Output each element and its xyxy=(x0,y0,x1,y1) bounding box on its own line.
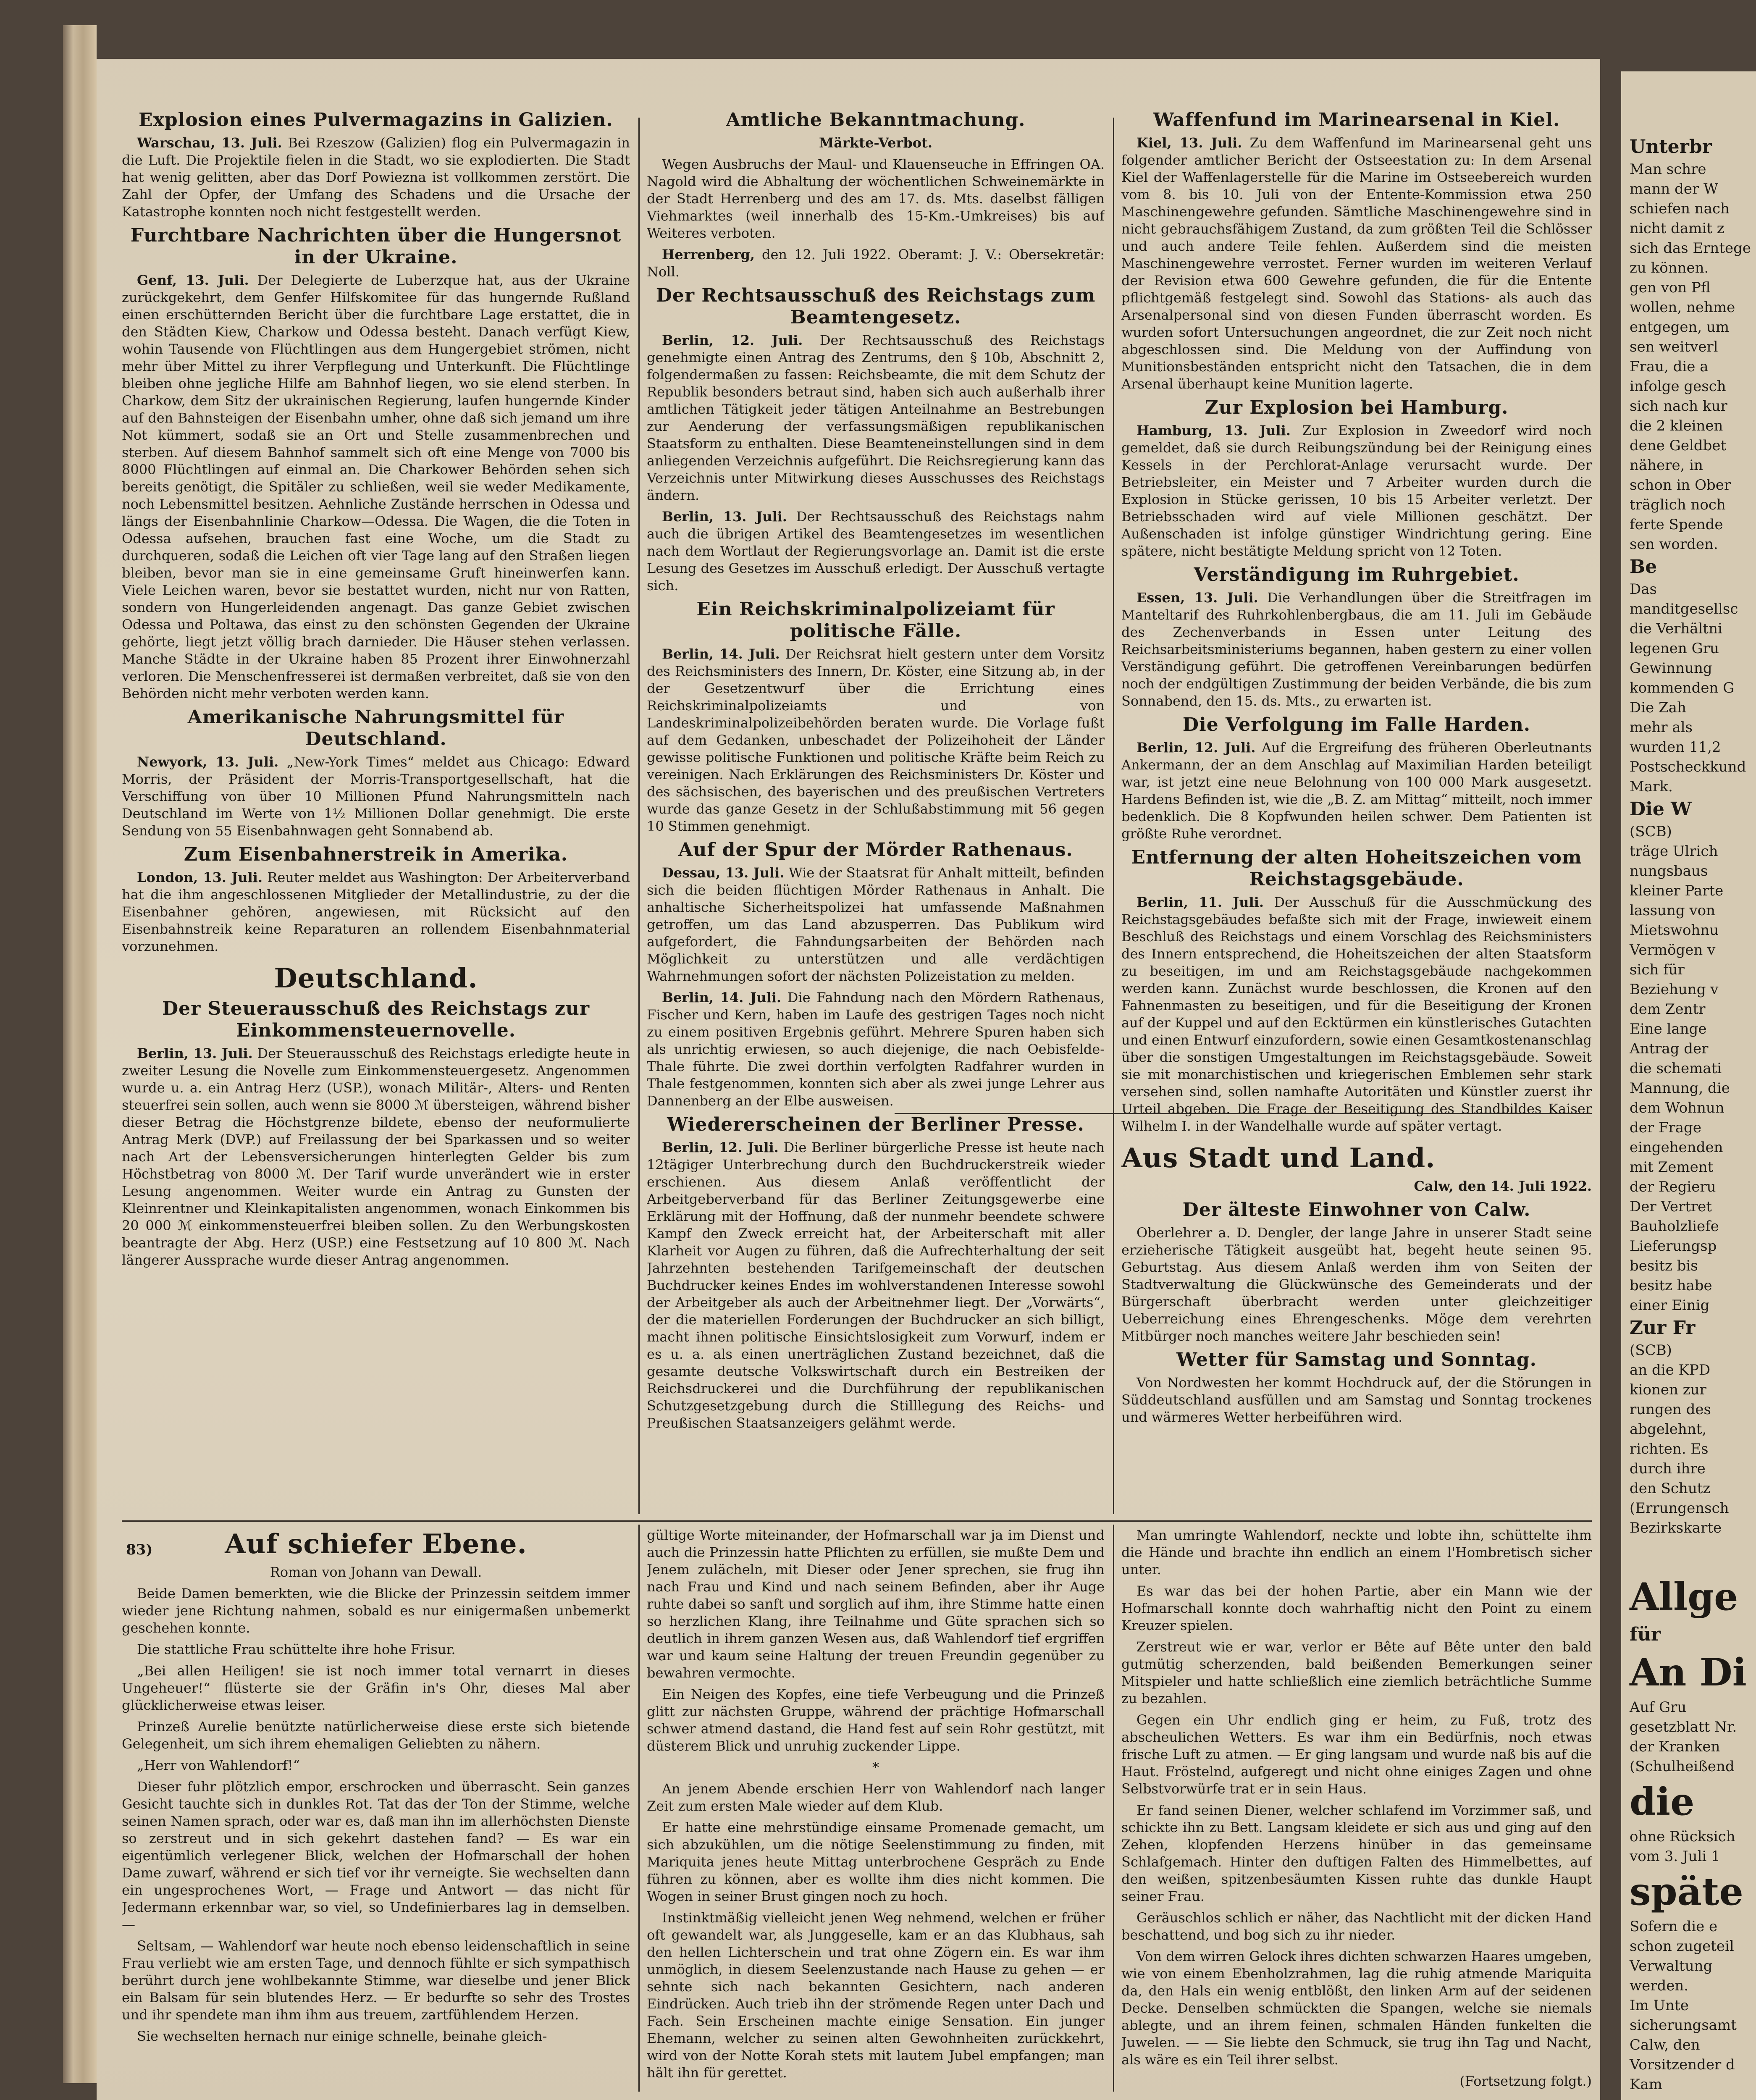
next-page-line: manditgesellsc xyxy=(1630,601,1738,617)
article-body: Berlin, 14. Juli. Der Reichsrat hielt gestern unter dem Vorsitz des Reichsministers des Innern, Dr. Köster, eine Sitzung ab, in der der Gesetzentwurf über die Errichtung eines Reichskriminalpolizeiamts und von Landeskriminalpolizeibehörden beraten wurde. Die Vorlage fußt auf dem Gedanken, unbeschadet der Polizeihoheit der Länder gewisse politische Funktionen und politische Kräfte beim Reich zu vereinigen. Nach Erklärungen des Reichsministers Dr. Köster und des sächsischen, des bayerischen und des preußischen Vertreters wurde das ganze Gesetz in der Schlußabstimmung mit 56 gegen 10 Stimmen genehmigt. xyxy=(647,646,1105,834)
next-page-line: Mark. xyxy=(1630,778,1673,795)
article-body: Warschau, 13. Juli. Bei Rzeszow (Galizien) flog ein Pulvermagazin in die Luft. Die Projektile fielen in die Stadt, wo sie explodierten. Die Stadt hat wenig gelitten, aber das Dorf Powiezna ist vollkommen zerstört. Die Zahl der Opfer, der Umfang des Schadens und die Ursache der Katastrophe konnten noch nicht festgestellt werden. xyxy=(122,135,630,220)
next-page-line: Verwaltung xyxy=(1630,1958,1713,1974)
article-headline: Amerikanische Nahrungsmittel für Deutschland. xyxy=(187,706,564,750)
article-body: Berlin, 12. Juli. Auf die Ergreifung des früheren Oberleutnants Ankermann, der an dem Anschlag auf Maximilian Harden beteiligt war, ist jetzt eine neue Belohnung von 100 000 Mark ausgesetzt. Hardens Befinden ist, wie die „B. Z. am Mittag“ mitteilt, noch immer bedenklich. Die 8 Kopfwunden heilen schwer. Dem Patienten ist größte Ruhe verordnet. xyxy=(1121,740,1592,842)
column-rule-1 xyxy=(638,118,640,1514)
next-page-line: (SCB) xyxy=(1630,823,1672,840)
article-body: Oberlehrer a. D. Dengler, der lange Jahre in unserer Stadt seine erzieherische Tätigkeit ausgeübt hat, begeht heute seinen 95. Geburtstag. Aus diesem Anlaß werden ihm von Seiten der Stadtverwaltung die Glückwünsche des Gemeinderats und der Bürgerschaft überbracht werden unter gleichzeitiger Ueberreichung eines Ehrengeschenks. Möge dem verehrten Mitbürger noch manches weitere Jahr beschieden sein! xyxy=(1121,1225,1592,1344)
article-reichskriminalpolizeiamt xyxy=(647,598,1105,835)
article-hoheitszeichen xyxy=(1121,847,1592,1135)
next-page-line: mehr als xyxy=(1630,719,1693,736)
section-headline: Aus Stadt und Land. xyxy=(1121,1142,1436,1174)
section-headline: Deutschland. xyxy=(274,963,478,994)
serial-number: 83) xyxy=(126,1541,153,1558)
next-page-line: Vorsitzender d xyxy=(1630,2056,1735,2073)
section-asterisk: * xyxy=(872,1759,879,1775)
next-page-line: der Frage xyxy=(1630,1119,1701,1136)
article-amerikanische-nahrungsmittel xyxy=(122,706,630,840)
next-page-line: die Verhältni xyxy=(1630,620,1722,637)
next-page-line: ferte Spende xyxy=(1630,516,1723,533)
serial-paragraph: Seltsam, — Wahlendorf war heute noch ebenso leidenschaftlich in seine Frau verliebt wie am ersten Tage, und dennoch fühlte er sich sympathisch berührt durch jene wohlbekannte Stimme, war dieselbe und jener Blick ein Balsam für sein blutendes Herz. — Er bedurfte so sehr des Trostes und ihr spendete man ihm ihm aus treuem, zartfühlendem Herzen. xyxy=(122,1938,630,2023)
next-page-line: der Kranken xyxy=(1630,1738,1720,1755)
next-page-line: Kam xyxy=(1630,2076,1662,2093)
article-headline: Zum Eisenbahnerstreik in Amerika. xyxy=(184,844,568,865)
page-stack-edge xyxy=(63,25,97,2083)
next-page-line: eingehenden xyxy=(1630,1139,1723,1156)
next-page-line: ohne Rücksich xyxy=(1630,1828,1735,1845)
next-page-line: richten. Es xyxy=(1630,1441,1709,1457)
serial-paragraph: An jenem Abende erschien Herr von Wahlendorf nach langer Zeit zum ersten Male wieder auf dem Klub. xyxy=(647,1781,1105,1814)
next-page-line: Bauholzliefe xyxy=(1630,1218,1719,1235)
next-page-line: für xyxy=(1630,1624,1661,1645)
article-body: Genf, 13. Juli. Der Delegierte de Luberzque hat, aus der Ukraine zurückgekehrt, dem Genfer Hilfskomitee für das hungernde Rußland einen erschütternden Bericht über die furchtbare Lage erstattet, die in den Städten Kiew, Charkow und Odessa besteht. Danach verfügt Kiew, wohin Tausende von Flüchtlingen aus dem Hungergebiet strömen, nicht mehr über Mittel zu ihrer Verpflegung und Unterkunft. Die Flüchtlinge bleiben ohne jegliche Hilfe am Bahnhof liegen, wo sie elend sterben. In Charkow, dem Sitz der ukrainischen Regierung, laufen hungernde Kinder auf den Bahnsteigen der Eisenbahn umher, ohne daß sich jemand um ihre Not kümmert, sodaß sie an Ort und Stelle zusammenbrechen und sterben. Auf diesem Bahnhof sammelt sich oft eine Menge von 7000 bis 8000 Flüchtlingen auf einmal an. Die Charkower Behörden sehen sich bereits genötigt, die Spitäler zu schließen, weil sie weder Medikamente, noch Lebensmittel besitzen. Aehnliche Zustände herrschen in Odessa und längs der Eisenbahnlinie Charkow—Odessa. Die Wagen, die die Toten in Odessa aufsehen, brauchen fast eine Woche, um die Stadt zu durchqueren, sodaß die Leichen oft vier Tage lang auf den Straßen liegen bleiben, bevor man sie in eine gemeinsame Gruft hineinwerfen kann. Viele Leichen waren, bevor sie bestattet wurden, nicht nur von Ratten, sondern von Hungerleidenden angenagt. Das ganze Gebiet zwischen Odessa und Poltawa, das einst zu den schönsten Gegenden der Ukraine gehörte, liegt jetzt völlig brach darnieder. Die Häuser stehen verlassen. Manche Städte in der Ukraine haben 85 Prozent ihrer Einwohnerzahl verloren. Die Menschenfresserei ist dermaßen verbreitet, daß sie von den Behörden nicht mehr verboten werden kann. xyxy=(122,272,630,701)
next-page-line: schon in Ober xyxy=(1630,477,1731,494)
next-page-line: besitz bis xyxy=(1630,1257,1698,1274)
next-page-line: besitz habe xyxy=(1630,1277,1712,1294)
next-page-line: Vermögen v xyxy=(1630,942,1716,958)
article-body: Berlin, 13. Juli. Der Steuerausschuß des Reichstags erledigte heute in zweiter Lesung die Novelle zum Einkommensteuergesetz. Angenommen wurde u. a. ein Antrag Herz (USP.), wonach Militär-, Alters- und Renten steuerfrei sein sollen, auch wenn sie 8000 ℳ übersteigen, während bisher dieser Betrag die Höchstgrenze bildete, ebenso der neuformulierte Antrag Merk (DVP.) auf Freilassung der bei Sparkassen und so weiter nach Art der Lebensversicherungen hinterlegten Gelder bis zum Höchstbetrag von 8000 ℳ. Der Tarif wurde unverändert wie in erster Lesung angenommen. Weiter wurde ein Antrag zu Gunsten der Kleinrentner und Kleinkapitalisten angenommen, wonach Einkommen bis 20 000 ℳ einkommensteuerfrei bleiben sollen. Zu den Werbungskosten beantragte der Abg. Herz (USP.) eine Festsetzung auf 10 800 ℳ. Nach längerer Aussprache wurde dieser Antrag angenommen. xyxy=(122,1045,630,1268)
article-berliner-presse xyxy=(647,1114,1105,1432)
serial-continuation: (Fortsetzung folgt.) xyxy=(1459,2073,1592,2089)
article-harden xyxy=(1121,714,1592,843)
newspaper-page xyxy=(97,59,1600,2100)
middle-column xyxy=(647,105,1105,1520)
serial-column-3 xyxy=(1121,1527,1592,2098)
article-body: Berlin, 13. Juli. Der Rechtsausschuß des Reichstags nahm auch die übrigen Artikel des Beamtengesetzes im wesentlichen nach dem Wortlaut der Regierungsvorlage an. Damit ist die erste Lesung des Gesetzes im Ausschuß erledigt. Der Ausschuß vertagte sich. xyxy=(647,509,1105,593)
serial-paragraph: „Bei allen Heiligen! sie ist noch immer total vernarrt in dieses Ungeheuer!“ flüsterte sie der Gräfin in's Ohr, dieses Mal aber glücklicherweise etwas leiser. xyxy=(122,1663,630,1713)
next-page-line: einer Einig xyxy=(1630,1297,1710,1314)
serial-paragraph: Sie wechselten hernach nur einige schnelle, beinahe gleich- xyxy=(137,2028,547,2044)
next-page-strip xyxy=(1621,71,1756,2100)
next-page-line: träge Ulrich xyxy=(1630,843,1718,860)
article-wetter xyxy=(1121,1349,1592,1426)
next-page-line: mit Zement xyxy=(1630,1159,1714,1176)
next-page-line: legenen Gru xyxy=(1630,640,1719,657)
article-headline: Zur Explosion bei Hamburg. xyxy=(1205,397,1509,418)
next-page-line: Calw, den xyxy=(1630,2037,1700,2053)
article-body: Dessau, 13. Juli. Wie der Staatsrat für Anhalt mitteilt, befinden sich die beiden flüchtigen Mörder Rathenaus in Anhalt. Die anhaltische Sicherheitspolizei hat umfassende Maßnahmen getroffen, um das Land abzusperren. Das Publikum wird aufgefordert, die Fahndungsarbeiten der Behörden nach Möglichkeit zu unterstützen und alle verdächtigen Wahrnehmungen sofort der nächsten Polizeistation zu melden. xyxy=(647,865,1105,984)
left-column xyxy=(122,105,630,1520)
next-page-line: Bezirkskarte xyxy=(1630,1520,1722,1536)
next-page-line: sicherungsamt xyxy=(1630,2017,1737,2034)
next-page-line: kionen zur xyxy=(1630,1381,1706,1398)
serial-title: Auf schiefer Ebene. xyxy=(225,1528,527,1560)
next-page-line: Antrag der xyxy=(1630,1040,1709,1057)
next-page-line: Sofern die e xyxy=(1630,1918,1718,1935)
article-headline: Explosion eines Pulvermagazins in Galizien. xyxy=(139,109,613,131)
next-page-line: Be xyxy=(1630,556,1657,578)
next-page-line: Auf Gru xyxy=(1630,1699,1687,1716)
next-page-line: Eine lange xyxy=(1630,1021,1707,1037)
next-page-line: der Regieru xyxy=(1630,1179,1716,1195)
next-page-line: infolge gesch xyxy=(1630,378,1726,395)
next-page-line: Der Vertret xyxy=(1630,1198,1712,1215)
next-page-line: wurden 11,2 xyxy=(1630,739,1721,756)
serial-paragraph: „Herr von Wahlendorf!“ xyxy=(137,1757,300,1773)
serial-rule-1 xyxy=(638,1525,640,2092)
article-body: Hamburg, 13. Juli. Zur Explosion in Zweedorf wird noch gemeldet, daß sie durch Reibungszündung bei der Reinigung eines Kessels in der Perchlorat-Anlage verursacht wurde. Der Betriebsleiter, ein Meister und 7 Arbeiter wurden durch die Explosion in Stücke gerissen, 10 bis 15 Arbeiter verletzt. Der Betriebsschaden wird auf viele Millionen geschätzt. Der Außenschaden ist infolge günstiger Windrichtung gering. Eine spätere, nicht bestätigte Meldung spricht von 12 Toten. xyxy=(1121,423,1592,559)
next-page-line: an die KPD xyxy=(1630,1362,1711,1378)
article-body: Berlin, 12. Juli. Der Rechtsausschuß des Reichstags genehmigte einen Antrag des Zentrums, den § 10b, Abschnitt 2, folgendermaßen zu fassen: Reichsbeamte, die mit dem Schutz der Republik besonders betraut sind, haben sich auch außerhalb ihrer amtlichen Tätigkeit jeder tätigen Anteilnahme an Bestrebungen zur Aenderung der verfassungsmäßigen republikanischen Staatsform zu enthalten. Diese Beamteneinstellungen sind in dem anliegenden Verzeichnis aufgeführt. Die Reichsregierung kann das Verzeichnis unter Mitwirkung dieses Ausschusses des Reichstags ändern. xyxy=(647,332,1105,503)
next-page-headline: An Di xyxy=(1630,1650,1747,1695)
article-body: London, 13. Juli. Reuter meldet aus Washington: Der Arbeiterverband hat die ihm angeschlossenen Mitglieder der Metallindustrie, zu der die Eisenbahner gehören, angewiesen, mit Rücksicht auf den Eisenbahnstreik keine Reparaturen an rollendem Eisenbahnmaterial vorzunehmen. xyxy=(122,869,630,954)
next-page-line: nähere, in xyxy=(1630,457,1703,474)
next-page-line: abgelehnt, xyxy=(1630,1421,1707,1438)
serial-paragraph: Gegen ein Uhr endlich ging er heim, zu Fuß, trotz des abscheulichen Wetters. Es war ihm ein Bedürfnis, noch etwas frische Luft zu atmen. — Er ging langsam und wurde naß bis auf die Haut. Fröstelnd, aufgeregt und nicht ohne einiges Zagen und ohne Selbstvorwürfe trat er in sein Haus. xyxy=(1121,1712,1592,1797)
next-page-line: den Schutz xyxy=(1630,1480,1711,1497)
article-headline: Verständigung im Ruhrgebiet. xyxy=(1194,564,1520,585)
next-page-line: mann der W xyxy=(1630,181,1719,197)
next-page-line: schiefen nach xyxy=(1630,200,1730,217)
article-subhead: Märkte-Verbot. xyxy=(819,135,933,151)
next-page-line: lassung von xyxy=(1630,902,1715,919)
serial-paragraph: Von dem wirren Gelock ihres dichten schwarzen Haares umgeben, wie von einem Ebenholzrahmen, lag die ruhig atmende Mariquita da, den Hals ein wenig entblößt, den linken Arm auf der seidenen Decke. Denselben schmückten die Spangen, welche sie niemals ablegte, und an ihrem feinen, schmalen Händen funkelten die Juwelen. — — Sie liebte den Schmuck, sie trug ihn Tag und Nacht, als wäre es ein Teil ihrer selbst. xyxy=(1121,1948,1592,2068)
serial-paragraph: Geräuschlos schlich er näher, das Nachtlicht mit der dicken Hand beschattend, und bog sich zu ihr nieder. xyxy=(1121,1910,1592,1943)
next-page-line: sen weitverl xyxy=(1630,339,1718,355)
next-page-line: rungen des xyxy=(1630,1401,1711,1418)
next-page-line: träglich noch xyxy=(1630,496,1726,513)
next-page-line: Gewinnung xyxy=(1630,660,1712,677)
article-moerder-rathenaus xyxy=(647,839,1105,1110)
next-page-line: Mietswohnu xyxy=(1630,922,1719,939)
next-page-line: nicht damit z xyxy=(1630,220,1725,237)
next-page-line: Im Unte xyxy=(1630,1997,1689,2014)
next-page-line: dem Zentr xyxy=(1630,1001,1706,1018)
next-page-line: (SCB) xyxy=(1630,1342,1672,1359)
column-rule-2 xyxy=(1113,118,1114,1514)
next-page-line: sich für xyxy=(1630,961,1685,978)
serial-paragraph: gültige Worte miteinander, der Hofmarschall war ja im Dienst und auch die Prinzessin hatte Pflichten zu erfüllen, sie mußte Dem und Jenem zulächeln, mit Dieser oder Jener sprechen, sie frug ihn nach Frau und Kind und nach seinem Befinden, aber ihr Auge ruhte dabei so sanft und sorglich auf ihm, ihre Stimme hatte einen so herzlichen Klang, ihre Teilnahme und Güte sprachen sich so deutlich in ihrem ganzen Wesen aus, daß Wahlendorf tief ergriffen war und kaum seine Haltung der treuen Freundin gegenüber zu bewahren vermochte. xyxy=(647,1527,1105,1681)
serial-paragraph: Dieser fuhr plötzlich empor, erschrocken und überrascht. Sein ganzes Gesicht tauchte sich in dunkles Rot. Tat das der Ton der Stimme, welche seinen Namen sprach, oder war es, daß man ihn im allerhöchsten Dienste so zerstreut und in sich gekehrt dastehen fand? — Es war ein eigentümlich verlegener Blick, welchen der Hofmarschall der hohen Dame zuwarf, während er sich tief vor ihr verneigte. Sie wechselten dann ein ungesprochenes Wort, — Frage und Antwort — das nicht für Jedermann erkennbar war, so viel, so Undefinierbares lag in demselben. — xyxy=(122,1779,630,1932)
article-ruhrgebiet xyxy=(1121,564,1592,710)
next-page-line: (Errungensch xyxy=(1630,1500,1729,1517)
next-page-line: wollen, nehme xyxy=(1630,299,1735,316)
article-body: Berlin, 11. Juli. Der Ausschuß für die Ausschmückung des Reichstagsgebäudes befaßte sich mit der Frage, inwieweit einem Beschluß des Reichstags und einem Vorschlag des Reichsministers des Innern entsprechend, die Hoheitszeichen der alten Staatsform zu beseitigen, im und am Reichstagsgebäude nachgekommen werden kann. Zunächst wurde beschlossen, die Kronen auf den Fahnenmasten zu beseitigen, und für die Beseitigung der Kronen auf der Kuppel und auf den Ecktürmen ein künstlerisches Gutachten und einen Entwurf einzufordern, sowie einen Gesamtkostenanschlag über die sonstigen Umgestaltungen im Reichstagsgebäude. Soweit sie mit monarchistischen und kriegerischen Emblemen sehr stark versehen sind, sollen namhafte Autoritäten und Künstler zuerst ihr Urteil abgeben. Die Frage der Beseitigung des Standbildes Kaiser Wilhelm I. in der Wandelhalle wurde auf später vertagt. xyxy=(1121,894,1592,1134)
next-page-headline: Allge xyxy=(1630,1575,1738,1619)
article-waffenfund-kiel xyxy=(1121,109,1592,393)
next-page-line: schon zugeteil xyxy=(1630,1938,1734,1955)
serial-paragraph: Er fand seinen Diener, welcher schlafend im Vorzimmer saß, und schickte ihn zu Bett. Langsam kleidete er sich aus und ging auf den Zehen, klopfenden Herzens hinüber in das gemeinsame Schlafgemach. Hinter den duftigen Falten des Himmelbettes, auf den weißen, spitzenbesäumten Kissen ruhte das dunkle Haupt seiner Frau. xyxy=(1121,1802,1592,1904)
next-page-line: Frau, die a xyxy=(1630,358,1709,375)
next-page-text xyxy=(1630,134,1756,2095)
article-headline: Wetter für Samstag und Sonntag. xyxy=(1176,1349,1537,1370)
next-page-line: Zur Fr xyxy=(1630,1317,1696,1339)
next-page-line: durch ihre xyxy=(1630,1460,1706,1477)
article-body: Berlin, 12. Juli. Die Berliner bürgerliche Presse ist heute nach 12tägiger Unterbrechung durch den Buchdruckerstreik wieder erschienen. Aus diesem Anlaß veröffentlicht der Arbeitgeberverband für das Berliner Zeitungsgewerbe eine Erklärung mit der Hoffnung, daß der nunmehr beendete schwere Kampf den Zweck erreicht hat, der Arbeiterschaft mit aller Klarheit vor Augen zu führen, daß die Aufrechterhaltung der seit Jahrzehnten bestehenden Tarifgemeinschaft der deutschen Buchdrucker keines Endes im wohlverstandenen Interesse sowohl der Arbeitgeber als auch der Arbeitnehmer liegt. Der „Vorwärts“, der die materiellen Forderungen der Buchdrucker an sich billigt, macht ihnen politische Einsichtslosigkeit zum Vorwurf, indem er es u. a. als einen unerträglichen Zustand bezeichnet, daß die gesamte deutsche Volkswirtschaft durch ein Bestreiken der Reichsdruckerei und die Durchführung der republikanischen Schutzgesetzgebung durch die Stilllegung des Reichs- und Preußischen Staatsanzeigers gelähmt werde. xyxy=(647,1139,1105,1431)
next-page-line: werden. xyxy=(1630,1977,1689,1994)
next-page-line: Die Zah xyxy=(1630,699,1686,716)
serial-paragraph: Ein Neigen des Kopfes, eine tiefe Verbeugung und die Prinzeß glitt zur nächsten Gruppe, während der prächtige Hofmarschall schwer atmend dastand, die Hand fest auf sein Rohr gestützt, mit düsterem Blick und unruhig zuckender Lippe. xyxy=(647,1686,1105,1754)
article-hungersnot-ukraine xyxy=(122,225,630,702)
article-headline: Furchtbare Nachrichten über die Hungersnot in der Ukraine. xyxy=(130,225,622,268)
next-page-line: gesetzblatt Nr. xyxy=(1630,1719,1737,1735)
serial-paragraph: Beide Damen bemerkten, wie die Blicke der Prinzessin seitdem immer wieder jene Richtung nahmen, sobald es nur einigermaßen unbemerkt geschehen konnte. xyxy=(122,1586,630,1636)
place-date: Calw, den 14. Juli 1922. xyxy=(1414,1178,1592,1194)
article-rechtsausschuss xyxy=(647,285,1105,594)
section-deutschland xyxy=(122,963,630,1269)
next-page-line: entgegen, um xyxy=(1630,319,1730,336)
article-body: Von Nordwesten her kommt Hochdruck auf, der die Störungen in Süddeutschland ausfüllen und am Samstag und Sonntag trockenes und wärmeres Wetter herbeiführen wird. xyxy=(1121,1375,1592,1425)
serial-paragraph: Instinktmäßig vielleicht jenen Weg nehmend, welchen er früher oft gewandelt war, als Junggeselle, kam er an das Klubhaus, sah den hellen Lichterschein und trat ohne Zögern ein. Es war ihm unmöglich, in diesem Seelenzustande nach Hause zu gehen — er sehnte sich nach bekannten Gesichtern, nach anderen Eindrücken. Auch trieb ihn der strömende Regen unter Dach und Fach. Sein Erscheinen machte einige Sensation. Ein junger Ehemann, welcher zu seinen alten Gewohnheiten zurückkehrt, wird von der Notte Korah stets mit lautem Jubel empfangen; man hält ihn für gerettet. xyxy=(647,1910,1105,2081)
next-page-line: sich das Erntege xyxy=(1630,240,1751,257)
next-page-line: nungsbaus xyxy=(1630,863,1708,879)
article-headline: Der Rechtsausschuß des Reichstags zum Beamtengesetz. xyxy=(656,285,1096,328)
article-headline: Die Verfolgung im Falle Harden. xyxy=(1182,714,1531,735)
article-body: Newyork, 13. Juli. „New-York Times“ meldet aus Chicago: Edward Morris, der Präsident der Morris-Transportgesellschaft, hat die Verschiffung von über 10 Millionen Pfund Nahrungsmitteln nach Deutschland im Werte von 1½ Millionen Dollar genehmigt. Die erste Sendung von 55 Eisenbahnwagen geht Sonnabend ab. xyxy=(122,754,630,839)
next-page-line: späte xyxy=(1630,1869,1743,1914)
next-page-line: gen von Pfl xyxy=(1630,279,1711,296)
serial-paragraph: Die stattliche Frau schüttelte ihre hohe Frisur. xyxy=(137,1641,456,1657)
serial-column-1 xyxy=(122,1527,630,2098)
article-headline: Der Steuerausschuß des Reichstags zur Einkommensteuernovelle. xyxy=(162,998,590,1041)
article-explosion-hamburg xyxy=(1121,397,1592,560)
next-page-line: Mannung, die xyxy=(1630,1080,1730,1097)
next-page-line: Das xyxy=(1630,581,1657,598)
article-body: Wegen Ausbruchs der Maul- und Klauenseuche in Effringen OA. Nagold wird die Abhaltung der wöchentlichen Schweinemärkte in der Stadt Herrenberg und des am 17. ds. Mts. daselbst fälligen Viehmarktes (weil innerhalb des 15-Km.-Umkreises) bis auf Weiteres verboten. xyxy=(647,156,1105,241)
next-page-line: sen worden. xyxy=(1630,536,1718,553)
article-headline: Entfernung der alten Hoheitszeichen vom Reichstagsgebäude. xyxy=(1131,847,1582,890)
next-page-line: Unterbr xyxy=(1630,136,1712,158)
article-body: Berlin, 14. Juli. Die Fahndung nach den Mördern Rathenaus, Fischer und Kern, haben im Laufe des gestrigen Tages noch nicht zu einem positiven Ergebnis geführt. Mehrere Spuren haben sich als unrichtig erwiesen, so auch diejenige, die nach Oebisfelde-Thale führte. Die zwei dorthin verfolgten Radfahrer wurden in Thale festgenommen, konnten sich aber als zwei junge Lehrer aus Dannenberg an der Elbe ausweisen. xyxy=(647,990,1105,1109)
next-page-line: Lieferungsp xyxy=(1630,1238,1717,1255)
next-page-line: kommenden G xyxy=(1630,680,1735,696)
next-page-line: die 2 kleinen xyxy=(1630,417,1723,434)
article-headline: Waffenfund im Marinearsenal in Kiel. xyxy=(1153,109,1560,131)
article-amtliche-bekanntmachung xyxy=(647,109,1105,281)
next-page-line: sich nach kur xyxy=(1630,398,1727,415)
next-page-line: die schemati xyxy=(1630,1060,1722,1077)
serial-paragraph: Zerstreut wie er war, verlor er Bête auf Bête unter den bald gutmütig scherzenden, bald beißenden Bemerkungen seiner Mitspieler und hatte schließlich eine ziemlich beträchtliche Summe zu bezahlen. xyxy=(1121,1639,1592,1706)
serial-paragraph: Er hatte eine mehrstündige einsame Promenade gemacht, um sich abzukühlen, um die nötige Seelenstimmung zu finden, mit Mariquita jenes heute Mittag unterbrochene Gespräch zu Ende führen zu können, aber es wollte ihm dies nicht kommen. Die Wogen in seiner Brust gingen noch zu hoch. xyxy=(647,1819,1105,1904)
right-column xyxy=(1121,105,1592,1520)
article-headline: Ein Reichskriminalpolizeiamt für politische Fälle. xyxy=(696,598,1055,642)
next-page-line: zu können. xyxy=(1630,260,1709,276)
next-page-line: Postscheckkund xyxy=(1630,759,1746,775)
serial-column-2 xyxy=(647,1527,1105,2098)
article-headline: Auf der Spur der Mörder Rathenaus. xyxy=(678,839,1073,861)
next-page-line: dem Wohnun xyxy=(1630,1100,1725,1116)
article-eisenbahnerstreik xyxy=(122,844,630,955)
next-page-line: vom 3. Juli 1 xyxy=(1630,1848,1720,1865)
article-headline: Der älteste Einwohner von Calw. xyxy=(1182,1199,1531,1221)
next-page-line: dene Geldbet xyxy=(1630,437,1727,454)
serial-paragraph: Prinzeß Aurelie benützte natürlicherweise diese erste sich bietende Gelegenheit, um sich ihrem ehemaligen Geliebten zu nähern. xyxy=(122,1719,630,1752)
serial-rule-2 xyxy=(1113,1525,1114,2092)
next-page-line: (Schulheißend xyxy=(1630,1758,1735,1775)
article-body: Kiel, 13. Juli. Zu dem Waffenfund im Marinearsenal geht uns folgender amtlicher Bericht der Ostseestation zu: In dem Arsenal Kiel der Waffenlagerstelle für die Marine im Ostseebereich wurden vom 8. bis 10. Juli von der Entente-Kommission etwa 250 Maschinengewehre gefunden. Sämtliche Maschinengewehre sind in nicht gebrauchsfähigem Zustand, da zum größten Teil die Schlösser und auch andere Teile fehlen. Außerdem sind die meisten Maschinengewehre verrostet. Ferner wurden im weiteren Verlauf der Revision etwa 600 Gewehre gefunden, die für die Entente pflichtgemäß festgelegt sind. Sowohl das Stations- als auch das Arsenalpersonal sind von diesen Funden überrascht worden. Es wurden sofort Untersuchungen angeordnet, die zur Zeit noch nicht abgeschlossen sind. Die Meldung von der Auffindung von Munitionsbeständen entspricht nicht den Tatsachen, die in dem Arsenal überhaupt keine Munition lagerte. xyxy=(1121,135,1592,392)
article-explosion-galizien xyxy=(122,109,630,220)
serial-paragraph: Man umringte Wahlendorf, neckte und lobte ihn, schüttelte ihm die Hände und brachte ihn endlich an einem l'Hombretisch sicher unter. xyxy=(1121,1527,1592,1578)
article-signature: Herrenberg, den 12. Juli 1922. Oberamt: J. V.: Obersekretär: Noll. xyxy=(647,247,1105,280)
article-body: Essen, 13. Juli. Die Verhandlungen über die Streitfragen im Manteltarif des Ruhrkohlenbergbaus, die am 11. Juli im Gebäude des Zechenverbands in Essen unter Leitung des Reichsarbeitsministeriums begannen, haben gestern zu einer vollen Verständigung geführt. Die getroffenen Vereinbarungen bedürfen noch der endgültigen Zustimmung der beiden Verbände, die bis zum Sonnabend, den 15. ds. Mts., zu erwarten ist. xyxy=(1121,590,1592,709)
next-page-line: Die W xyxy=(1630,798,1692,820)
next-page-line: Beziehung v xyxy=(1630,981,1719,998)
next-page-line: kleiner Parte xyxy=(1630,882,1724,899)
serial-paragraph: Es war das bei der hohen Partie, aber ein Mann wie der Hofmarschall konnte doch wahrhaftig nicht den Point zu einem Kreuzer spielen. xyxy=(1121,1583,1592,1633)
feuilleton-rule xyxy=(122,1520,1592,1522)
serial-byline: Roman von Johann van Dewall. xyxy=(270,1564,482,1580)
article-headline: Wiedererscheinen der Berliner Presse. xyxy=(667,1114,1084,1135)
section-aus-stadt-und-land xyxy=(1121,1143,1592,1345)
next-page-line: die xyxy=(1630,1780,1695,1824)
article-headline: Amtliche Bekanntmachung. xyxy=(726,109,1026,131)
next-page-line: Man schre xyxy=(1630,161,1706,178)
